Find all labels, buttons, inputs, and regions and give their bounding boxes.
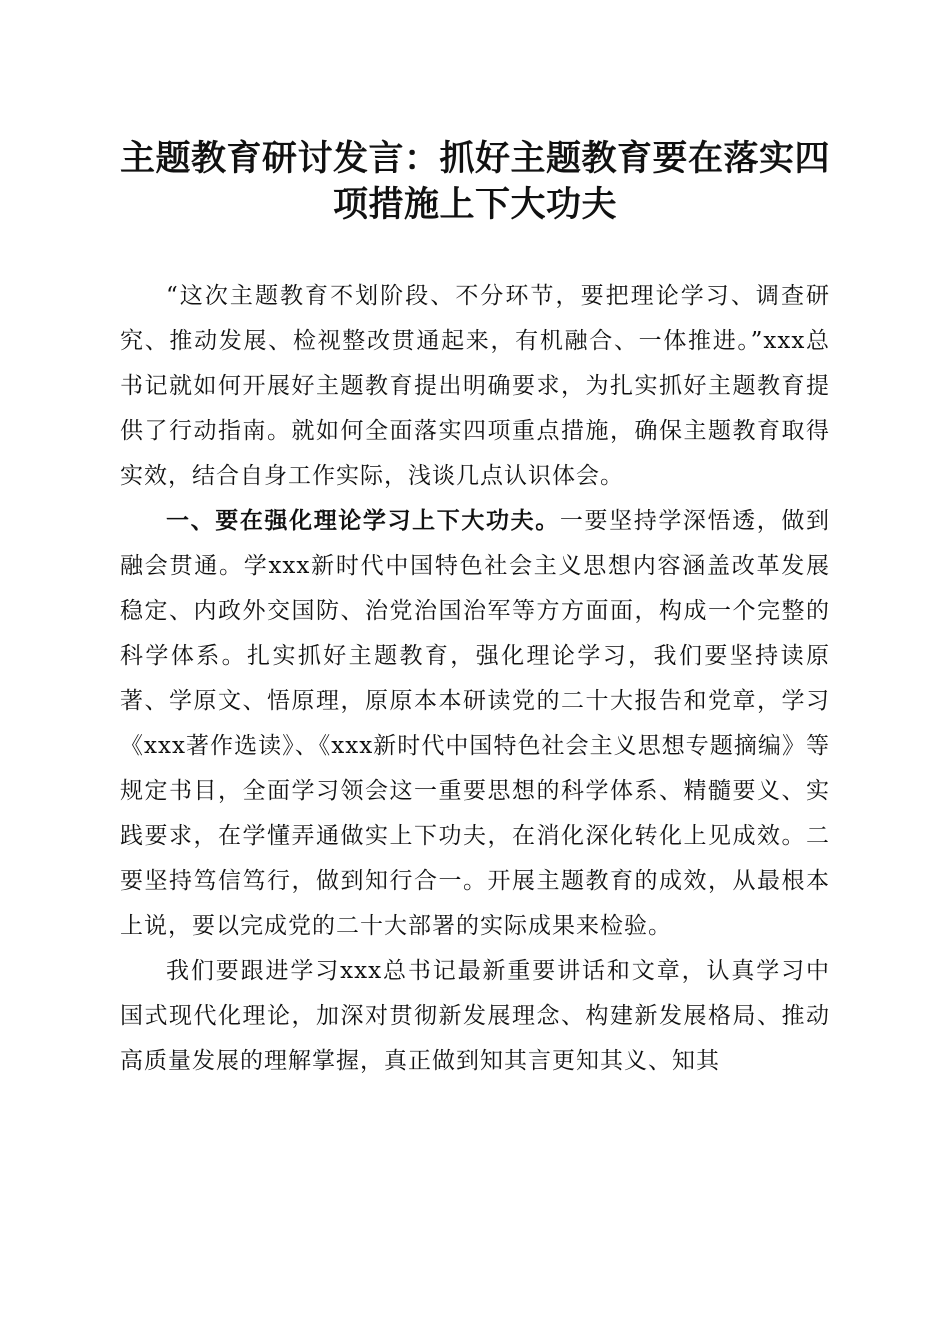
paragraph-continued — [120, 949, 830, 1084]
paragraph-text: 一要坚持学深悟透，做到融会贯通。学xxx新时代中国特色社会主义思想内容涵盖改革发展稳定、内政外交国防、治党治国治军等方方面面，构成一个完整的科学体系。扎实抓好主题教育，强化理论学习，我们要坚持读原著、学原文、悟原理，原原本本研读党的二十大报告和党章，学习《xxx著作选读》、《xxx新时代中国特色社会主义思想专题摘编》等规定书目，全面学习领会这一重要思想的科学体系、精髓要义、实践要求，在学懂弄通做实上下功夫，在消化深化转化上见成效。二要坚持笃信笃行，做到知行合一。开展主题教育的成效，从最根本上说，要以完成党的二十大部署的实际成果来检验。 — [120, 508, 831, 939]
document-body — [120, 274, 830, 1084]
document-title — [110, 136, 840, 228]
paragraph-text: “这次主题教育不划阶段、不分环节，要把理论学习、调查研究、推动发展、检视整改贯通起来，有机融合、一体推进。”xxx总书记就如何开展好主题教育提出明确要求，为扎实抓好主题教育提供了行动指南。就如何全面落实四项重点措施，确保主题教育取得实效，结合自身工作实际，浅谈几点认识体会。 — [120, 283, 830, 489]
section-heading: 一、要在强化理论学习上下大功夫。 — [166, 508, 560, 534]
paragraph-section-1 — [120, 499, 830, 949]
paragraph-intro — [120, 274, 830, 499]
title-line-1: 主题教育研讨发言：抓好主题教育要在落实四 — [119, 138, 830, 179]
title-line-2: 项措施上下大功夫 — [332, 184, 617, 225]
paragraph-text: 我们要跟进学习xxx总书记最新重要讲话和文章，认真学习中国式现代化理论，加深对贯彻新发展理念、构建新发展格局、推动高质量发展的理解掌握，真正做到知其言更知其义、知其 — [120, 958, 830, 1074]
